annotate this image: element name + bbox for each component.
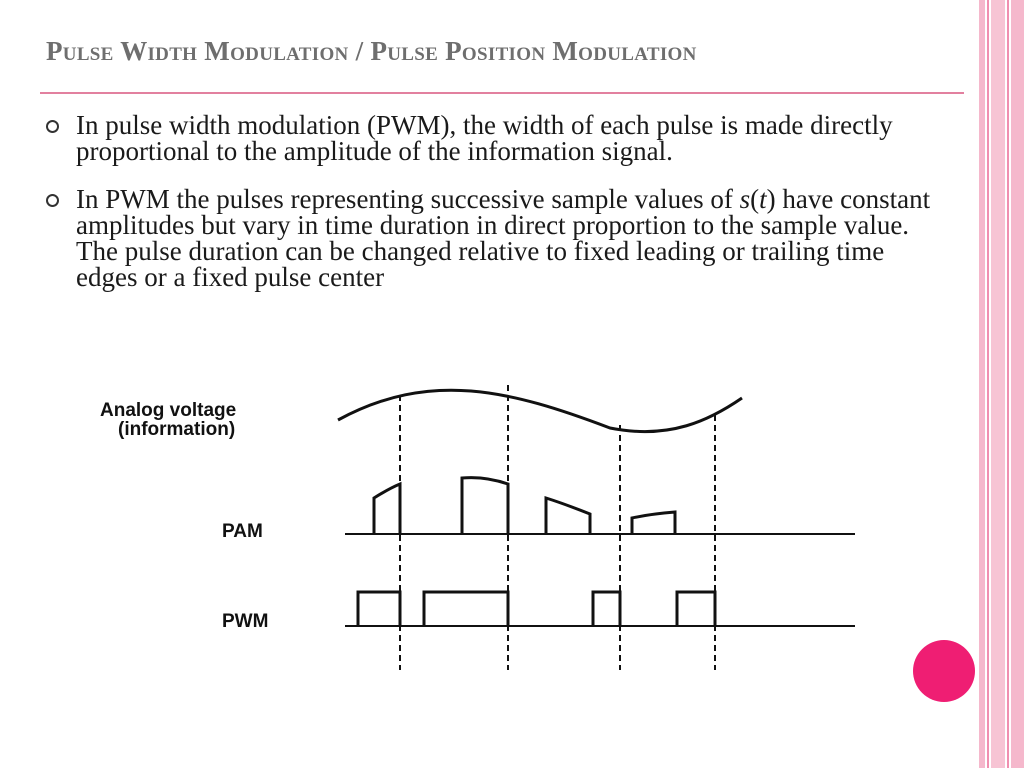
paren-open: ( — [750, 184, 760, 214]
bullet-text: In pulse width modulation (PWM), the width of each pulse is made directly proportional to the amplitude of the information signal. — [76, 110, 893, 166]
label-information: (information) — [118, 419, 236, 440]
bullet-text-post: have constant amplitudes but vary in time duration in direct proportion to the sample value. The pulse duration can be changed relative to fixed leading or trailing time edges or a fixed pulse center — [76, 184, 931, 292]
pwm-pulse — [593, 592, 620, 626]
pam-pulse — [546, 498, 590, 534]
symbol-s: s — [739, 184, 751, 214]
pam-pulse — [632, 512, 675, 534]
analog-signal-curve — [338, 390, 742, 431]
bullet-list — [46, 112, 946, 312]
bullet-item — [46, 186, 946, 290]
bullet-icon — [46, 120, 59, 133]
label-analog-voltage: Analog voltage — [100, 400, 237, 421]
symbol-t: t — [759, 184, 767, 214]
pwm-pulse — [424, 592, 508, 626]
label-pwm: PWM — [222, 611, 269, 632]
pwm-pulse — [358, 592, 400, 626]
decorative-side-stripes — [979, 0, 1024, 768]
pam-pulse — [374, 484, 400, 534]
bullet-icon — [46, 194, 59, 207]
slide-title: Pulse Width Modulation / Pulse Position Modulation — [46, 36, 697, 66]
pwm-pulse — [677, 592, 715, 626]
title-divider — [40, 92, 964, 94]
pam-pwm-diagram — [90, 380, 870, 670]
pam-pulse — [462, 478, 508, 534]
paren-close: ) — [766, 184, 776, 214]
bullet-item — [46, 112, 946, 164]
label-pam: PAM — [222, 521, 263, 542]
decorative-circle — [913, 640, 975, 702]
bullet-text-pre: In PWM the pulses representing successive sample values of — [76, 184, 740, 214]
